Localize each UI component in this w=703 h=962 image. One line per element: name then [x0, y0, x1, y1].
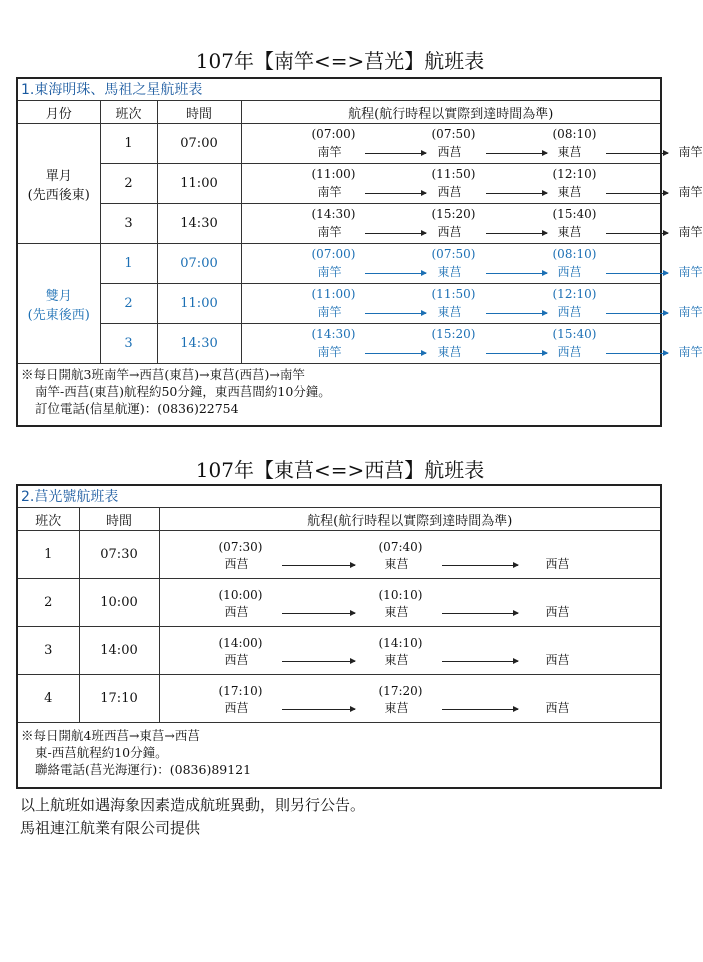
departure-time: 14:00: [79, 627, 159, 675]
port-name: 東莒: [557, 145, 582, 159]
even-month-label: 雙月: [45, 288, 72, 304]
schedule-table-2: [16, 484, 662, 789]
route-cell: [241, 164, 703, 204]
stop-time: (15:40): [552, 207, 597, 221]
header-route: 航程(航行時程以實際到達時間為準): [159, 508, 660, 531]
arrow-icon: [486, 313, 547, 314]
route-cell: [241, 204, 703, 244]
note-line: 南竿-西莒(東莒)航程約50分鐘，東西莒間約10分鐘。: [35, 384, 331, 399]
header-month: 月份: [18, 101, 100, 124]
table-row: [18, 579, 660, 627]
stop-time: (12:10): [552, 167, 597, 181]
port-name: 西莒: [545, 557, 570, 571]
schedule-table-1: [16, 77, 703, 427]
port-name: 東莒: [437, 345, 462, 359]
table-row: [18, 124, 660, 164]
stop-time: (07:30): [218, 540, 263, 554]
arrow-icon: [442, 709, 518, 710]
port-name: 南竿: [317, 145, 342, 159]
port-name: 西莒: [557, 345, 582, 359]
route-cell: [159, 531, 660, 579]
stop-time: (07:40): [378, 540, 423, 554]
stop-time: (12:10): [552, 287, 597, 301]
departure-time: 17:10: [79, 675, 159, 723]
arrow-icon: [486, 233, 547, 234]
arrow-icon: [442, 565, 518, 566]
arrow-icon: [606, 313, 668, 314]
stop-time: (17:10): [218, 684, 263, 698]
port-name: 東莒: [384, 701, 409, 715]
table-row: [18, 244, 660, 284]
stop-time: (11:00): [311, 287, 356, 301]
even-month-cell: [18, 244, 100, 364]
trip-number: 1: [100, 124, 157, 164]
table-2-header-row: [18, 508, 660, 531]
trip-number: 2: [100, 164, 157, 204]
route-cell: [241, 244, 703, 284]
arrow-icon: [606, 353, 668, 354]
route-cell: [159, 579, 660, 627]
trip-number: 3: [100, 204, 157, 244]
trip-number: 1: [100, 244, 157, 284]
stop-time: (14:00): [218, 636, 263, 650]
port-name: 南竿: [678, 305, 703, 319]
table-2-grid: [18, 508, 660, 723]
port-name: 西莒: [557, 305, 582, 319]
arrow-icon: [365, 273, 426, 274]
arrow-icon: [365, 353, 426, 354]
port-name: 東莒: [437, 305, 462, 319]
stop-time: (10:00): [218, 588, 263, 602]
note-line: ※每日開航3班南竿→西莒(東莒)→東莒(西莒)→南竿: [21, 367, 305, 382]
stop-time: (15:20): [431, 327, 476, 341]
port-name: 東莒: [384, 653, 409, 667]
route-cell: [159, 627, 660, 675]
table-2-notes: [18, 727, 660, 778]
port-name: 南竿: [678, 225, 703, 239]
stop-time: (17:20): [378, 684, 423, 698]
port-name: 南竿: [317, 265, 342, 279]
port-name: 西莒: [545, 605, 570, 619]
port-name: 東莒: [557, 185, 582, 199]
arrow-icon: [486, 193, 547, 194]
footer-notice: 以上航班如遇海象因素造成航班異動，則另行公告。: [20, 796, 366, 814]
port-name: 南竿: [317, 225, 342, 239]
departure-time: 07:30: [79, 531, 159, 579]
route-cell: [159, 675, 660, 723]
port-name: 西莒: [437, 185, 462, 199]
departure-time: 07:00: [157, 244, 241, 284]
departure-time: 11:00: [157, 284, 241, 324]
stop-time: (14:30): [311, 207, 356, 221]
port-name: 南竿: [678, 185, 703, 199]
route-cell: [241, 284, 703, 324]
arrow-icon: [486, 273, 547, 274]
arrow-icon: [365, 313, 426, 314]
arrow-icon: [282, 709, 355, 710]
table-2-caption: 2.莒光號航班表: [18, 486, 660, 508]
even-month-sublabel: (先東後西): [27, 307, 90, 323]
odd-month-cell: [18, 124, 100, 244]
stop-time: (15:40): [552, 327, 597, 341]
departure-time: 11:00: [157, 164, 241, 204]
stop-time: (07:50): [431, 247, 476, 261]
stop-time: (07:00): [311, 247, 356, 261]
table-row: [18, 164, 660, 204]
stop-time: (08:10): [552, 127, 597, 141]
port-name: 東莒: [557, 225, 582, 239]
arrow-icon: [282, 565, 355, 566]
departure-time: 10:00: [79, 579, 159, 627]
table-1-notes: [18, 366, 660, 417]
table-row: [18, 284, 660, 324]
table-row: [18, 675, 660, 723]
port-name: 西莒: [224, 605, 249, 619]
arrow-icon: [486, 353, 547, 354]
port-name: 南竿: [678, 265, 703, 279]
table-1-grid: [18, 101, 703, 364]
port-name: 西莒: [224, 557, 249, 571]
note-line: ※每日開航4班西莒→東莒→西莒: [21, 728, 200, 743]
header-trip: 班次: [100, 101, 157, 124]
stop-time: (07:50): [431, 127, 476, 141]
header-time: 時間: [79, 508, 159, 531]
page-title-1: 107年【南竿<=>莒光】航班表: [195, 49, 485, 73]
departure-time: 14:30: [157, 204, 241, 244]
route-cell: [241, 124, 703, 164]
port-name: 西莒: [224, 653, 249, 667]
table-row: [18, 204, 660, 244]
stop-time: (10:10): [378, 588, 423, 602]
trip-number: 4: [18, 675, 79, 723]
trip-number: 2: [100, 284, 157, 324]
departure-time: 14:30: [157, 324, 241, 364]
port-name: 西莒: [557, 265, 582, 279]
table-1-caption: 1.東海明珠、馬祖之星航班表: [18, 79, 660, 101]
note-line: 東-西莒航程約10分鐘。: [35, 745, 168, 760]
trip-number: 3: [100, 324, 157, 364]
header-route: 航程(航行時程以實際到達時間為準): [241, 101, 660, 124]
table-row: [18, 531, 660, 579]
arrow-icon: [606, 153, 668, 154]
arrow-icon: [606, 233, 668, 234]
stop-time: (07:00): [311, 127, 356, 141]
trip-number: 3: [18, 627, 79, 675]
port-name: 西莒: [545, 701, 570, 715]
stop-time: (14:10): [378, 636, 423, 650]
port-name: 東莒: [384, 605, 409, 619]
port-name: 東莒: [437, 265, 462, 279]
page-title-2: 107年【東莒<=>西莒】航班表: [195, 458, 485, 482]
table-row: [18, 324, 660, 364]
arrow-icon: [442, 661, 518, 662]
port-name: 西莒: [545, 653, 570, 667]
arrow-icon: [282, 661, 355, 662]
port-name: 南竿: [317, 345, 342, 359]
odd-month-label: 單月: [45, 168, 72, 184]
stop-time: (08:10): [552, 247, 597, 261]
port-name: 西莒: [224, 701, 249, 715]
footer-provider: 馬祖連江航業有限公司提供: [20, 819, 201, 837]
trip-number: 2: [18, 579, 79, 627]
departure-time: 07:00: [157, 124, 241, 164]
port-name: 西莒: [437, 145, 462, 159]
trip-number: 1: [18, 531, 79, 579]
note-line: 訂位電話(信星航運)：(0836)22754: [35, 401, 239, 416]
arrow-icon: [365, 193, 426, 194]
arrow-icon: [442, 613, 518, 614]
stop-time: (11:00): [311, 167, 356, 181]
stop-time: (15:20): [431, 207, 476, 221]
header-time: 時間: [157, 101, 241, 124]
arrow-icon: [365, 153, 426, 154]
port-name: 南竿: [317, 185, 342, 199]
table-1-header-row: [18, 101, 660, 124]
arrow-icon: [486, 153, 547, 154]
arrow-icon: [606, 193, 668, 194]
port-name: 西莒: [437, 225, 462, 239]
arrow-icon: [365, 233, 426, 234]
stop-time: (11:50): [431, 287, 476, 301]
route-cell: [241, 324, 703, 364]
port-name: 東莒: [384, 557, 409, 571]
stop-time: (14:30): [311, 327, 356, 341]
port-name: 南竿: [317, 305, 342, 319]
odd-month-sublabel: (先西後東): [27, 187, 90, 203]
header-trip: 班次: [18, 508, 79, 531]
arrow-icon: [606, 273, 668, 274]
arrow-icon: [282, 613, 355, 614]
note-line: 聯絡電話(莒光海運行)：(0836)89121: [35, 762, 252, 777]
port-name: 南竿: [678, 345, 703, 359]
table-row: [18, 627, 660, 675]
stop-time: (11:50): [431, 167, 476, 181]
port-name: 南竿: [678, 145, 703, 159]
